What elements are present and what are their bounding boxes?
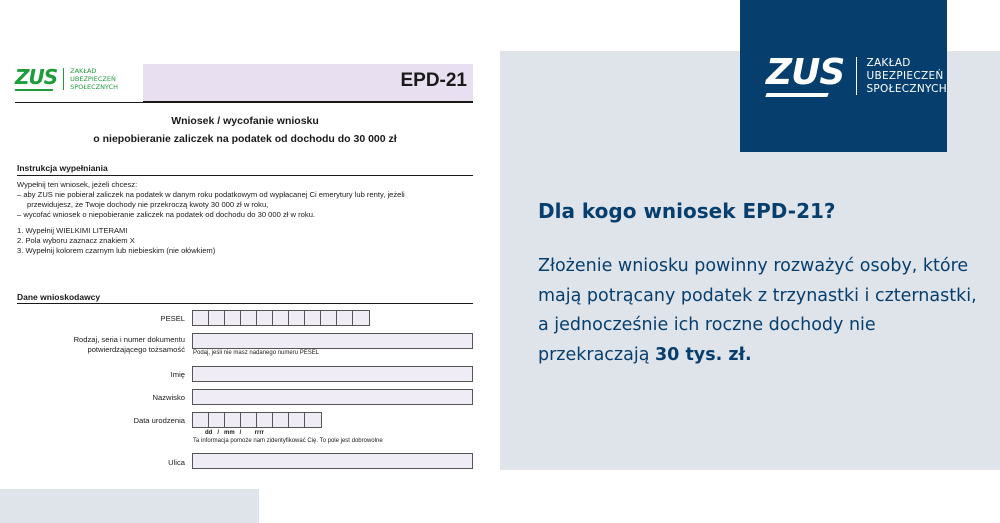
street-label: Ulica [168,458,185,467]
logo-line: ZAKŁAD [866,56,911,69]
form-zus-mark [15,67,57,91]
id-document-input[interactable] [192,333,473,349]
instructions-title: Instrukcja wypełniania [17,163,108,173]
logo-line: UBEZPIECZEŃ [866,69,944,82]
form-document [15,60,475,480]
form-zus-word: ZUS [15,65,58,89]
rule-item: 3. Wypełnij kolorem czarnym lub niebieskim (nie ołówkiem) [17,246,216,255]
form-subtitle: o niepobieranie zaliczek na podatek od dochodu do 30 000 zł [93,133,397,145]
form-header [15,60,475,104]
form-logo-separator [63,68,64,90]
form-code: EPD-21 [400,70,467,91]
surname-input[interactable] [192,389,473,405]
form-logo-line: ZAKŁAD [70,67,97,75]
zus-logo-mark [766,52,845,97]
rule-item: 1. Wypełnij WIELKIMI LITERAMI [17,226,128,235]
desc-amount: 30 tys. zł. [655,344,752,365]
instructions-bullet: – wycofać wniosek o niepobieranie zaliczek na podatek od dochodu do 30 000 zł w roku. [17,210,316,219]
form-title: Wniosek / wycofanie wniosku [171,115,319,127]
instructions-intro: Wypełnij ten wniosek, jeżeli chcesz: [17,180,138,189]
zus-logo [740,0,947,152]
pesel-input[interactable] [192,310,370,326]
pesel-label: PESEL [160,314,185,323]
instructions-bullet-cont: przewidujesz, że Twoje dochody nie przekroczą kwoty 30 000 zł w roku, [27,200,269,209]
id-document-hint: Podaj, jeśli nie masz nadanego numeru PESEL [193,350,320,356]
zus-logo-underline [765,93,828,97]
info-heading: Dla kogo wniosek EPD-21? [538,199,836,223]
instructions-bullet: – aby ZUS nie pobierał zaliczek na podatek w danym roku podatkowym od wypłacanej Ci emerytury lub renty, jeżeli [17,190,405,199]
birth-date-input[interactable] [192,412,322,428]
street-input[interactable] [192,453,473,469]
birth-date-label: Data urodzenia [133,416,185,425]
section-rule [17,303,473,304]
section-rule [17,175,473,176]
form-logo-line: UBEZPIECZEŃ [70,75,116,83]
applicant-section-title: Dane wnioskodawcy [17,292,101,302]
header-rule [15,102,143,103]
form-zus-logo [15,60,143,98]
id-document-label: potwierdzającego tożsamość [87,345,185,354]
first-name-label: Imię [170,370,185,379]
zus-logo-word: ZUS [766,52,845,93]
form-zus-underline [15,89,54,91]
form-logo-text [70,67,118,91]
form-code-bar [143,64,473,103]
surname-label: Nazwisko [152,393,185,402]
info-description [538,252,983,370]
birth-date-format: dd / mm / rrrr [205,430,265,436]
form-logo-line: SPOŁECZNYCH [70,83,118,91]
id-document-label: Rodzaj, seria i numer dokumentu [73,335,185,344]
first-name-input[interactable] [192,366,473,382]
rule-item: 2. Pola wyboru zaznacz znakiem X [17,236,135,245]
birth-date-hint: Ta informacja pomoże nam zidentyfikować Cię. To pole jest dobrowolne [193,438,383,444]
desc-text: Złożenie wniosku powinny rozważyć osoby, które mają potrącany podatek z trzynastki i czternastki, a jednocześnie ich roczne dochody nie przekraczają [538,256,977,365]
zus-logo-text [866,57,947,96]
decorative-panel [0,489,259,523]
logo-line: SPOŁECZNYCH [866,82,947,95]
